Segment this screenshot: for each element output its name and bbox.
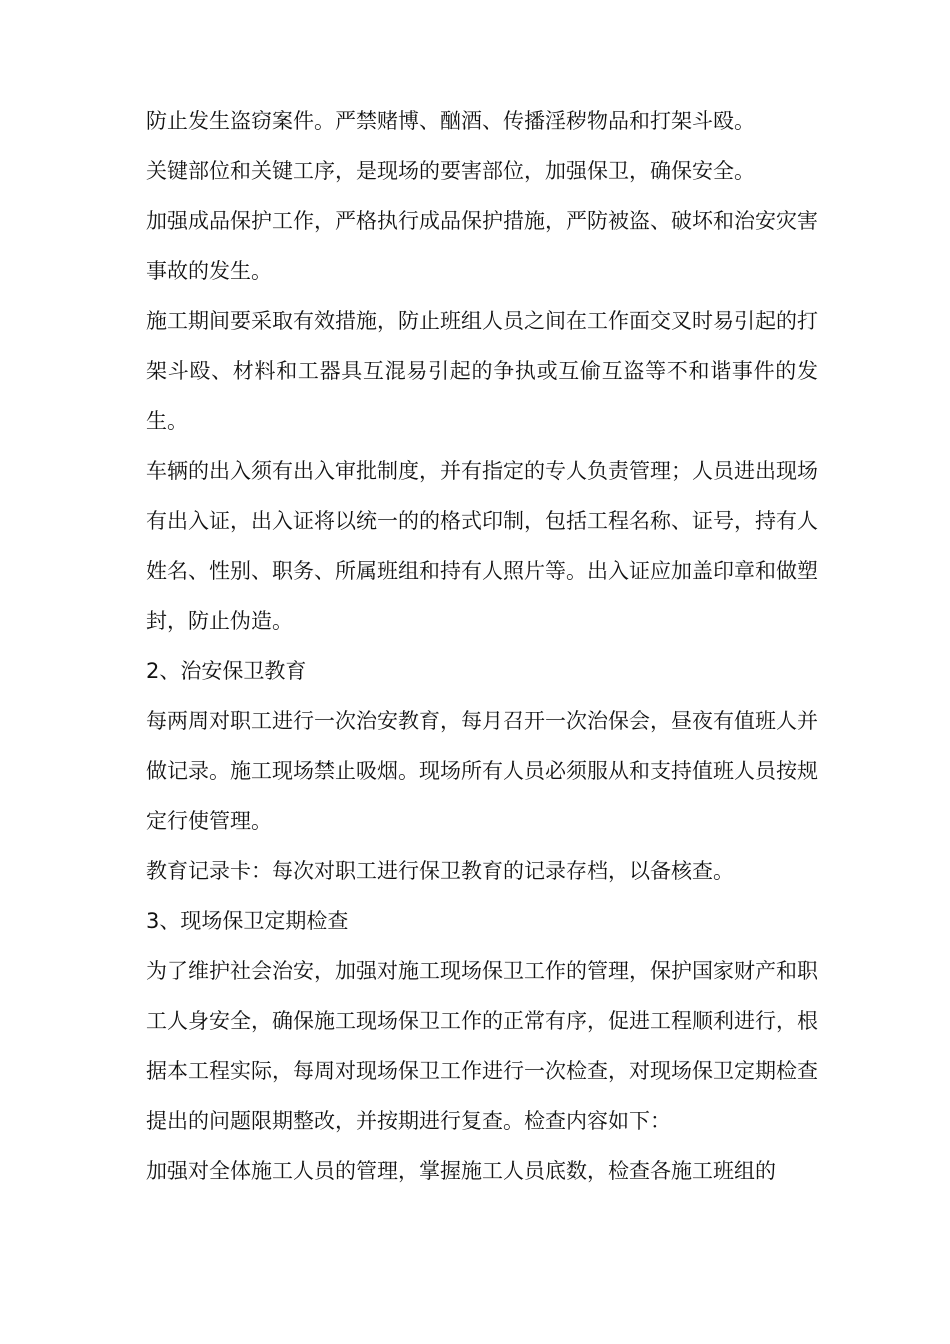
- document-body: [146, 96, 818, 1196]
- paragraph-security-education: 每两周对职工进行一次治安教育，每月召开一次治保会，昼夜有值班人并做记录。施工现场禁止吸烟。现场所有人员必须服从和支持值班人员按规定行使管理。: [146, 709, 818, 833]
- paragraph-product-protection: 加强成品保护工作，严格执行成品保护措施，严防被盗、破坏和治安灾害事故的发生。: [146, 209, 818, 283]
- paragraph-key-positions: 关键部位和关键工序，是现场的要害部位，加强保卫，确保安全。: [146, 159, 755, 183]
- paragraph-personnel-management: 加强对全体施工人员的管理，掌握施工人员底数，检查各施工班组的: [146, 1159, 776, 1183]
- section-heading-security-education: 2、治安保卫教育: [146, 659, 307, 683]
- paragraph-inspection-purpose: 为了维护社会治安，加强对施工现场保卫工作的管理，保护国家财产和职工人身安全，确保施工现场保卫工作的正常有序，促进工程顺利进行，根据本工程实际，每周对现场保卫工作进行一次检查，对现场保卫定期检查提出的问题限期整改，并按期进行复查。检查内容如下：: [146, 959, 818, 1133]
- section-heading-periodic-inspection: 3、现场保卫定期检查: [146, 909, 349, 933]
- paragraph-education-record: 教育记录卡：每次对职工进行保卫教育的记录存档，以备核查。: [146, 859, 734, 883]
- paragraph-conflict-prevention: 施工期间要采取有效措施，防止班组人员之间在工作面交叉时易引起的打架斗殴、材料和工器具互混易引起的争执或互偷互盗等不和谐事件的发生。: [146, 309, 818, 433]
- paragraph-theft-prevention: 防止发生盗窃案件。严禁赌博、酗酒、传播淫秽物品和打架斗殴。: [146, 109, 755, 133]
- paragraph-access-control: 车辆的出入须有出入审批制度，并有指定的专人负责管理；人员进出现场有出入证，出入证将以统一的的格式印制，包括工程名称、证号，持有人姓名、性别、职务、所属班组和持有人照片等。出入证应加盖印章和做塑封，防止伪造。: [146, 459, 818, 633]
